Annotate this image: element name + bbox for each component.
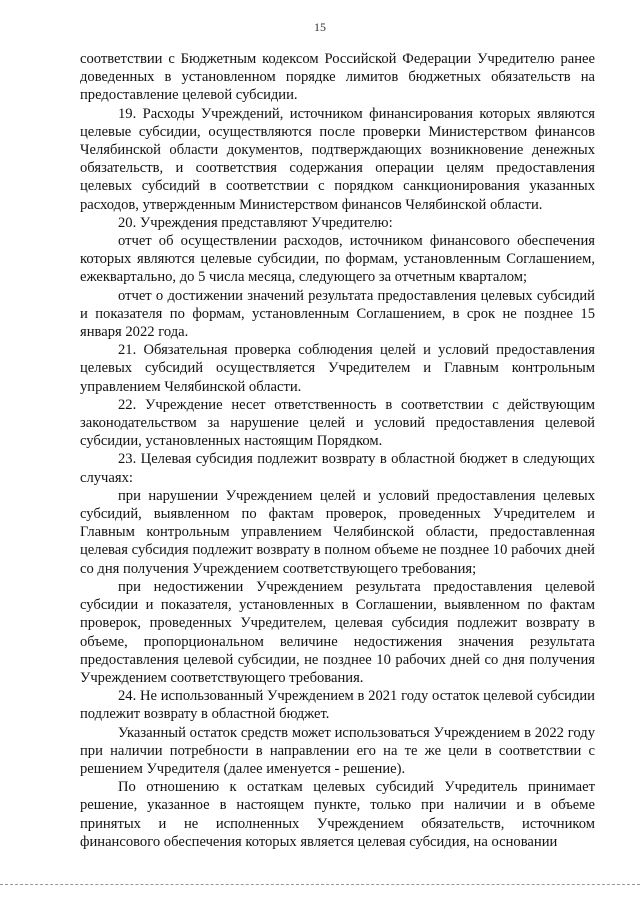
paragraph-continuation: соответствии с Бюджетным кодексом Российской Федерации Учредителю ранее доведенных в установленном порядке лимитов бюджетных обязательств на предоставление целевой субсидии. bbox=[80, 51, 595, 104]
paragraph-20-report-results: отчет о достижении значений результата предоставления целевых субсидий и показателя по формам, установленным Соглашением, в срок не позднее 15 января 2022 года. bbox=[80, 287, 595, 341]
paragraph-21: 21. Обязательная проверка соблюдения целей и условий предоставления целевых субсидий осуществляется Учредителем и Главным контрольным управлением Челябинской области. bbox=[80, 342, 595, 395]
paragraph-23-violation: при нарушении Учреждением целей и условий предоставления целевых субсидий, выявленном по фактам проверок, проведенных Учредителем и Главным контрольным управлением Челябинской области, предоставленная целевая субсидия подлежит возврату в полном объеме не позднее 10 рабочих дней со дня получения Учреждением соответствующего требования; bbox=[80, 487, 595, 577]
scan-edge-line bbox=[0, 884, 640, 885]
paragraph-19: 19. Расходы Учреждений, источником финансирования которых являются целевые субсидии, осуществляются после проверки Министерством финансов Челябинской области документов, подтверждающих возникновение денежных обязательств, и соответствия содержания операции целям предоставления целевых субсидий в соответствии с порядком санкционирования указанных расходов, утвержденным Министерством финансов Челябинской области. bbox=[80, 105, 595, 213]
paragraph-23: 23. Целевая субсидия подлежит возврату в областной бюджет в следующих случаях: bbox=[80, 451, 595, 486]
paragraph-20: 20. Учреждения представляют Учредителю: bbox=[118, 214, 393, 231]
paragraph-24: 24. Не использованный Учреждением в 2021 году остаток целевой субсидии подлежит возврату в областной бюджет. bbox=[80, 688, 595, 723]
paragraph-24-decision: По отношению к остаткам целевых субсидий Учредитель принимает решение, указанное в настоящем пункте, только при наличии и в объеме принятых и не исполненных Учреждением обязательств, источником финансового обеспечения которых является целевая субсидия, на основании bbox=[80, 779, 595, 850]
page-number: 15 bbox=[314, 20, 326, 34]
paragraph-23-non-achievement: при недостижении Учреждением результата предоставления целевой субсидии и показателя, установленных в Соглашении, выявленном по фактам проверок, проведенных Учредителем, целевая субсидия подлежит возврату в объеме, пропорциональном величине недостижения значения результата предоставления целевой субсидии, не позднее 10 рабочих дней со дня получения Учреждением соответствующего требования. bbox=[80, 578, 595, 686]
paragraph-22: 22. Учреждение несет ответственность в соответствии с действующим законодательством за нарушение целей и условий предоставления целевой субсидии, установленных настоящим Порядком. bbox=[80, 396, 595, 450]
document-body bbox=[80, 50, 595, 851]
paragraph-20-report-expenses: отчет об осуществлении расходов, источником финансового обеспечения которых являются целевые субсидии, по формам, установленным Соглашением, ежеквартально, до 5 числа месяца, следующего за отчетным кварталом; bbox=[80, 233, 595, 286]
paragraph-24-remainder: Указанный остаток средств может использоваться Учреждением в 2022 году при наличии потребности в направлении его на те же цели в соответствии с решением Учредителя (далее именуется - решение). bbox=[80, 724, 595, 777]
